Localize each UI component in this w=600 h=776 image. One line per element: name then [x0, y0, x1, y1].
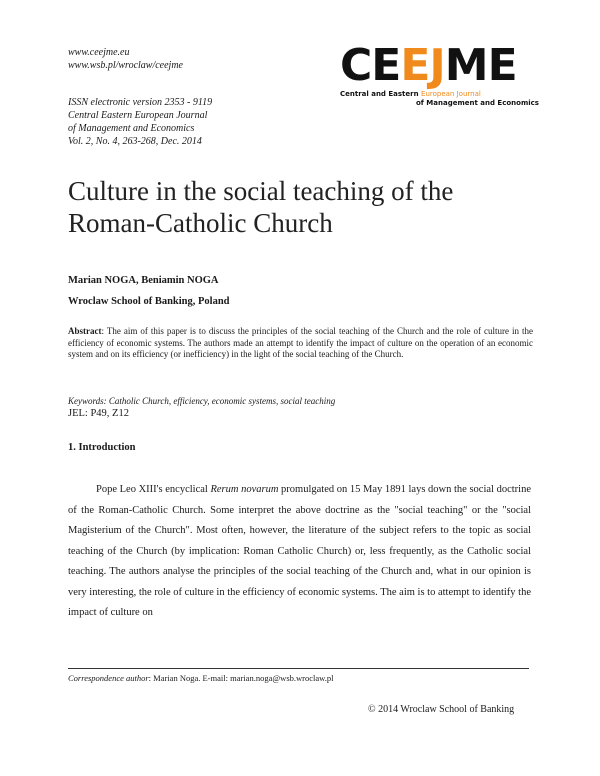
introduction-paragraph [68, 480, 531, 624]
body-text-rest: promulgated on 15 May 1891 lays down the social doctrine of the Roman-Catholic Church. Some interpret the above doctrine as the "social teaching" or the "social Magisterium of the Church". Most often, however, the literature of the subject refers to the topic as social teaching of the Church (by implication: Roman Catholic Church) or, less frequently, as the Catholic social teaching. The authors analyse the principles of the social teaching of the Church and, what in our opinion is very interesting, the role of culture in the efficiency of economic systems. The aim is to attempt to identify the impact of culture on [68, 484, 531, 618]
body-italic-title: Rerum novarum [210, 484, 279, 495]
paper-authors: Marian NOGA, Beniamin NOGA [68, 275, 219, 286]
wsb-url-link[interactable]: www.wsb.pl/wroclaw/ceejme [68, 60, 183, 71]
journal-url-link[interactable]: www.ceejme.eu [68, 47, 130, 58]
logo-part-ce: CE [340, 40, 401, 91]
footnote-divider [68, 668, 529, 669]
section-heading: 1. Introduction [68, 442, 136, 453]
jel-codes: JEL: P49, Z12 [68, 408, 129, 419]
body-text-start: Pope Leo XIII's encyclical [96, 484, 211, 495]
logo-part-ej: EJ [400, 40, 445, 91]
abstract [68, 326, 533, 361]
keywords: Keywords: Catholic Church, efficiency, economic systems, social teaching [68, 396, 336, 406]
footnote-text: : Marian Noga. E-mail: marian.noga@wsb.wroclaw.pl [148, 673, 334, 683]
body-text [68, 480, 531, 624]
logo-sub-line-2: of Management and Economics [416, 99, 539, 107]
logo-subtitle [340, 90, 540, 108]
logo-sub-bold: Central and Eastern [340, 90, 419, 98]
issn-line: ISSN electronic version 2353 - 9119 [68, 97, 213, 108]
ceejme-logo [340, 40, 540, 114]
journal-urls [68, 46, 183, 72]
abstract-text: : The aim of this paper is to discuss the principles of the social teaching of the Church and the role of culture in the efficiency of economic systems. The authors made an attempt to identify the impact of culture on the operation of an economic system and on its efficiency (or inefficiency) in the light of the social teaching of the Church. [68, 326, 533, 359]
correspondence-footnote [68, 673, 333, 683]
paper-affiliation: Wroclaw School of Banking, Poland [68, 296, 230, 307]
logo-sub-orange: European Journal [421, 90, 481, 98]
copyright: © 2014 Wroclaw School of Banking [368, 704, 515, 715]
logo-wordmark [340, 40, 540, 91]
paper-title: Culture in the social teaching of the Roman-Catholic Church [68, 176, 454, 238]
journal-name-line-1: Central Eastern European Journal [68, 110, 208, 121]
volume-line: Vol. 2, No. 4, 263-268, Dec. 2014 [68, 136, 202, 147]
journal-citation-block [68, 96, 212, 148]
abstract-label: Abstract [68, 326, 102, 336]
logo-part-me: ME [444, 40, 517, 91]
journal-name-line-2: of Management and Economics [68, 123, 195, 134]
footnote-label: Correspondence author [68, 673, 149, 683]
